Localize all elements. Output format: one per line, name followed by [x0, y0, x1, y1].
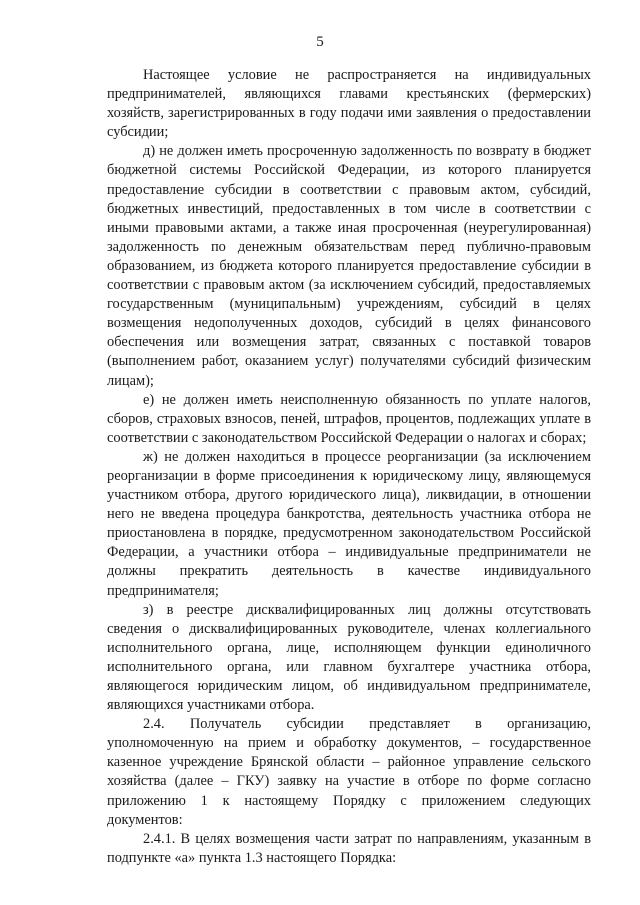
paragraph-item-e: е) не должен иметь неисполненную обязанность по уплате налогов, сборов, страховых взносов, пеней, штрафов, процентов, подлежащих уплате в соответствии с законодательством Российской Федерации о налогах и сборах;: [107, 391, 591, 446]
paragraph-item-d: д) не должен иметь просроченную задолженность по возврату в бюджет бюджетной системы Российской Федерации, из которого планируется предоставление субсидии в соответствии с правовым актом, субсидий, бюджетных инвестиций, предоставленных в том числе в соответствии с иными правовыми актами, а также иная просроченная (неурегулированная) задолженность по денежным обязательствам перед публично-правовым образованием, из бюджета которого планируется предоставление субсидии в соответствии с правовым актом (за исключением субсидий, предоставляемых государственным (муниципальным) учреждениям, субсидий в целях возмещения недополученных доходов, субсидий в целях финансового обеспечения или возмещения затрат, связанных с поставкой товаров (выполнением работ, оказанием услуг) получателями субсидий физическим лицам);: [107, 143, 591, 389]
document-body: [107, 66, 591, 868]
paragraph-item-z: з) в реестре дисквалифицированных лиц должны отсутствовать сведения о дисквалифицированных руководителе, членах коллегиального исполнительного органа, лице, исполняющем функции единоличного исполнительного органа, или главном бухгалтере участника отбора, являющегося юридическим лицом, об индивидуальном предпринимателе, являющихся участниками отбора.: [107, 601, 591, 714]
paragraph-condition-exception: Настоящее условие не распространяется на индивидуальных предпринимателей, являющихся главами крестьянских (фермерских) хозяйств, зарегистрированных в году подачи ими заявления о предоставлении субсидии;: [107, 67, 591, 141]
paragraph-section-2-4: 2.4. Получатель субсидии представляет в организацию, уполномоченную на прием и обработку документов, – государственное казенное учреждение Брянской области – районное управление сельского хозяйства (далее – ГКУ) заявку на участие в отборе по форме согласно приложению 1 к настоящему Порядку с приложением следующих документов:: [107, 716, 591, 828]
paragraph-item-zh: ж) не должен находиться в процессе реорганизации (за исключением реорганизации в форме присоединения к юридическому лицу, являющемуся участником отбора, другого юридического лица), ликвидации, в отношении него не введена процедура банкротства, деятельность участника отбора не приостановлена в порядке, предусмотренном законодательством Российской Федерации, а участники отбора – индивидуальные предприниматели не должны прекратить деятельность в качестве индивидуального предпринимателя;: [107, 448, 591, 599]
page-number: 5: [316, 34, 324, 50]
paragraph-section-2-4-1: 2.4.1. В целях возмещения части затрат по направлениям, указанным в подпункте «а» пункта 1.3 настоящего Порядка:: [107, 830, 591, 866]
